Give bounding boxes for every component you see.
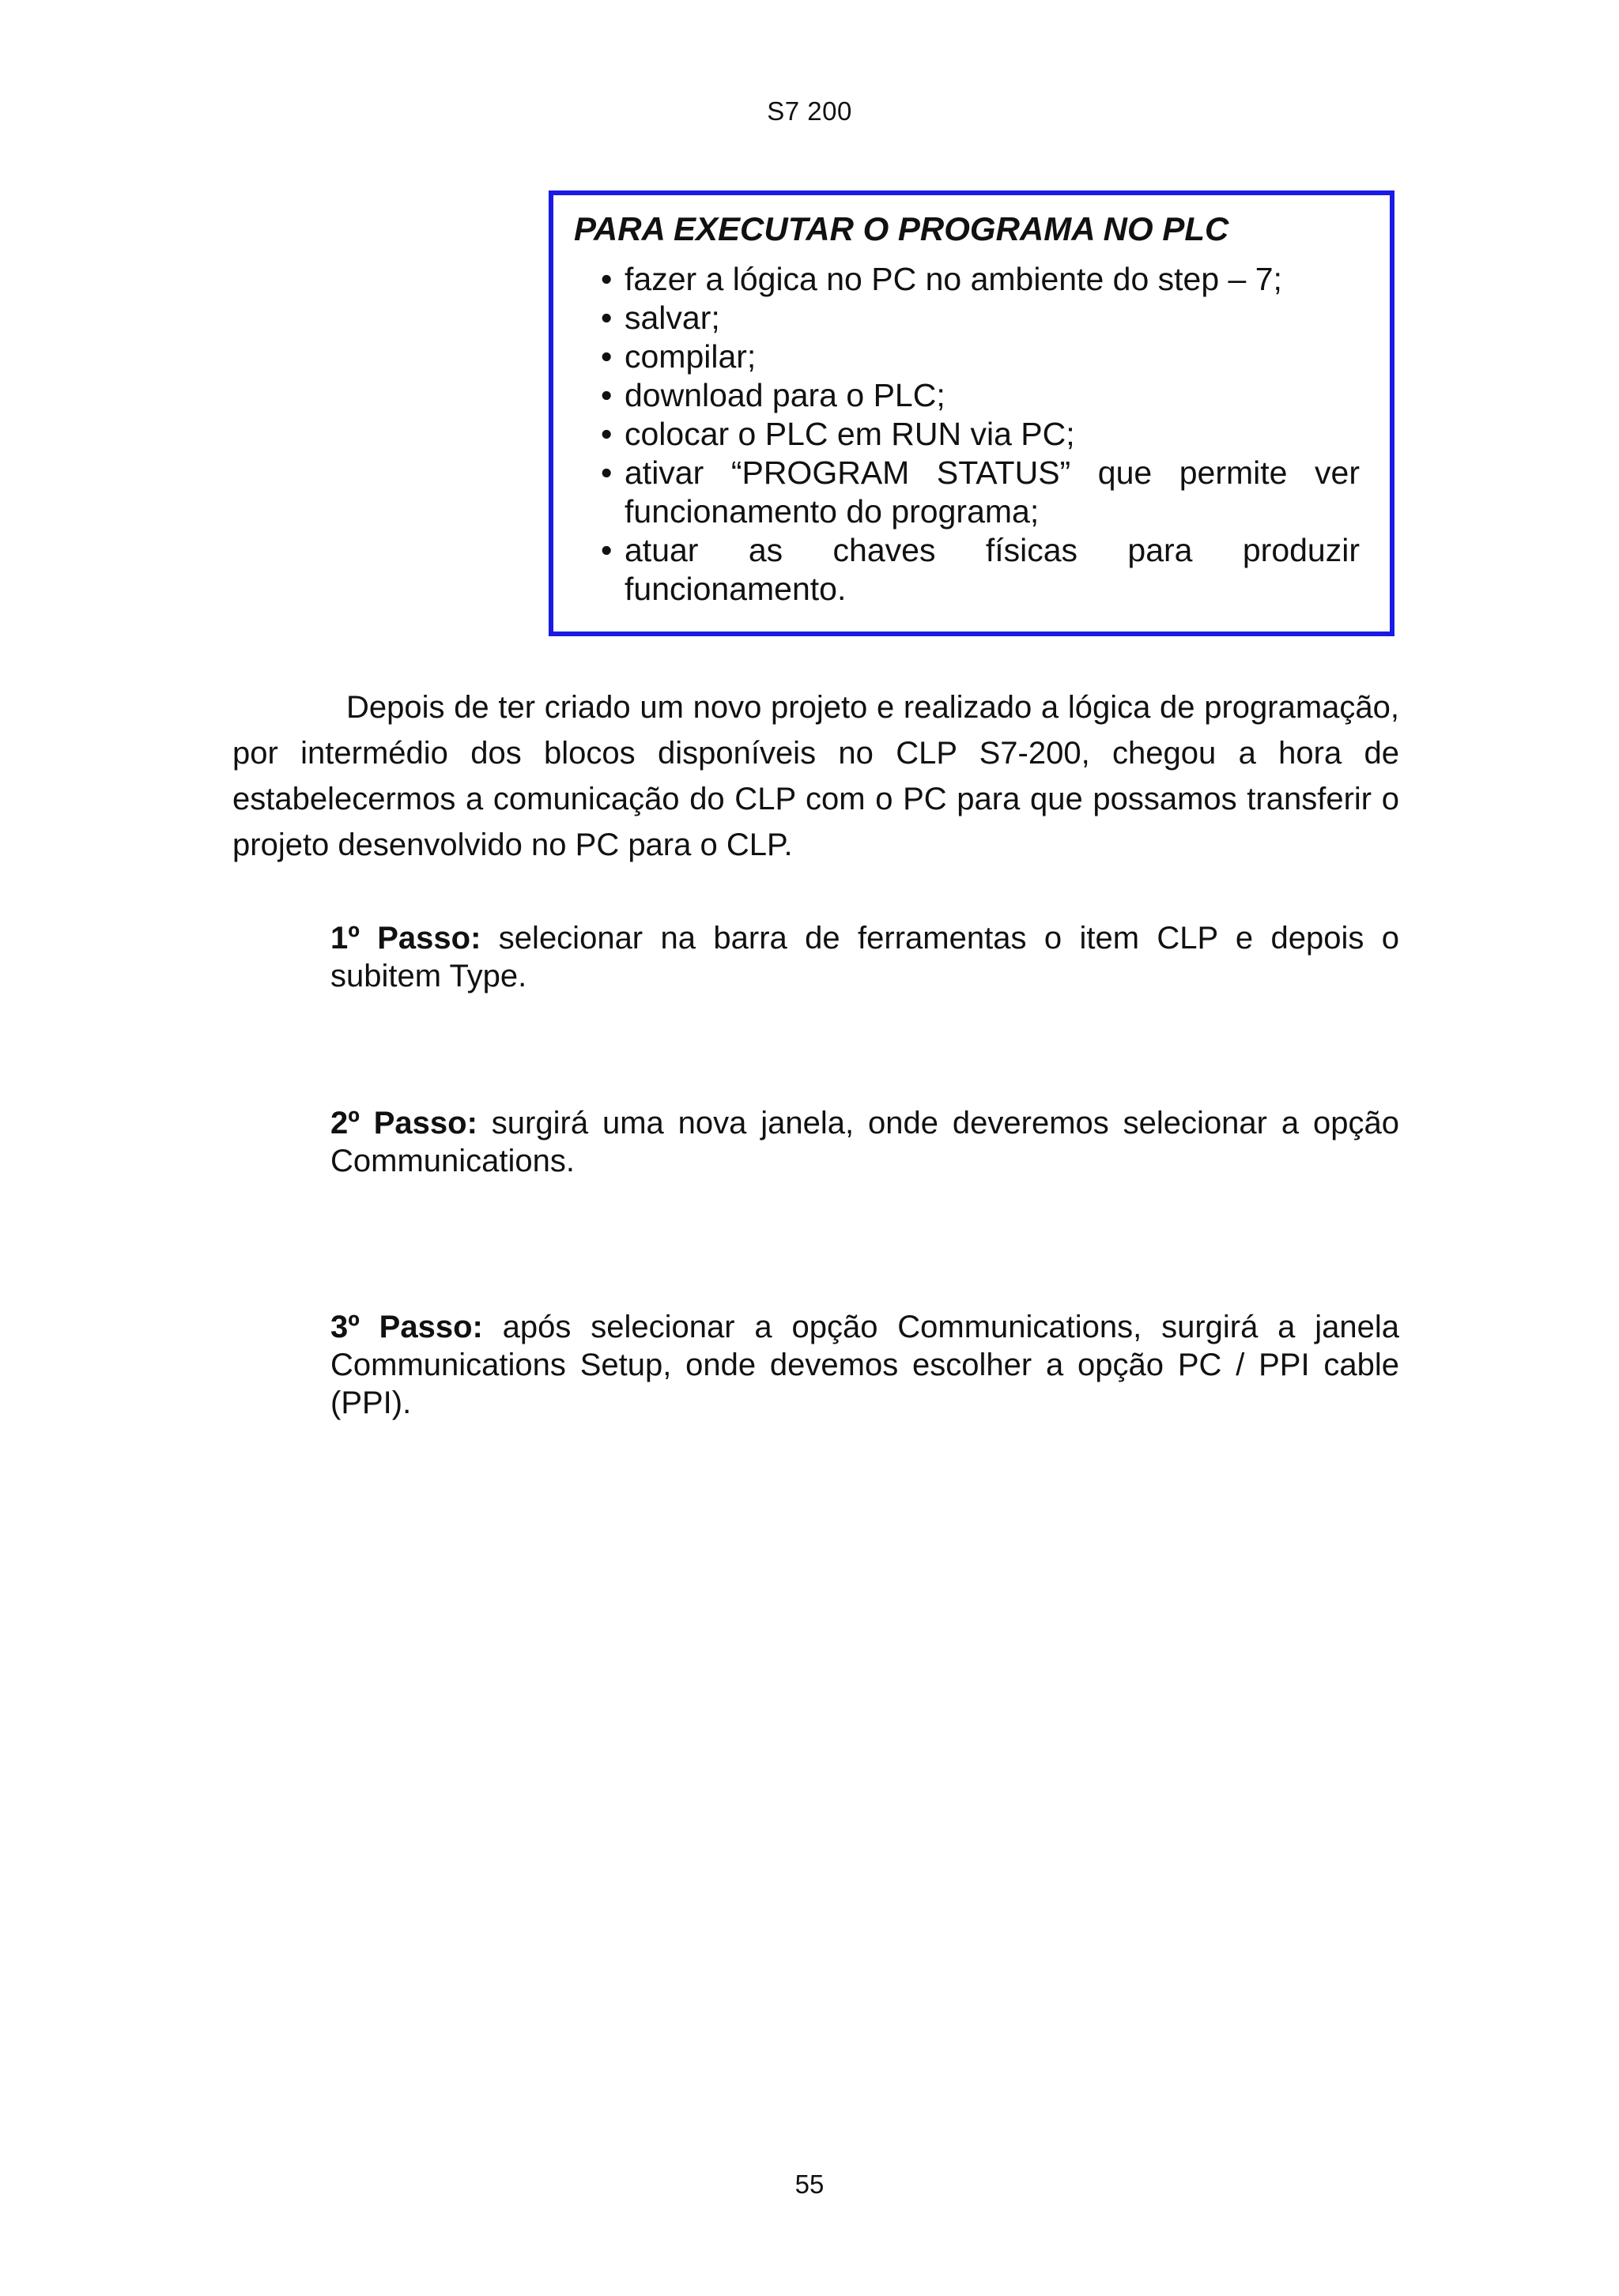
step-2	[330, 1104, 1399, 1180]
instructions-list	[574, 260, 1360, 609]
page-number: 55	[794, 2170, 825, 2199]
step-3-text: após selecionar a opção Communications, surgirá a janela Communications Setup, onde devemos escolher a opção PC / PPI cable (PPI).	[330, 1310, 1399, 1420]
step-1-label: 1º Passo:	[330, 921, 481, 956]
bullet-icon: •	[601, 261, 613, 297]
instruction-item: • compilar;	[601, 338, 757, 375]
step-3	[330, 1308, 1399, 1422]
instruction-item: • colocar o PLC em RUN via PC;	[601, 416, 1075, 452]
step-1-text: selecionar na barra de ferramentas o item CLP e depois o subitem Type.	[330, 921, 1400, 993]
intro-paragraph	[232, 684, 1399, 868]
bullet-icon: •	[601, 377, 613, 413]
bullet-icon: •	[601, 338, 613, 375]
step-3-label: 3º Passo:	[330, 1310, 483, 1344]
step-2-text: surgirá uma nova janela, onde deveremos selecionar a opção Communications.	[330, 1106, 1399, 1178]
instructions-box-title: PARA EXECUTAR O PROGRAMA NO PLC	[574, 210, 1229, 247]
step-1	[330, 919, 1399, 995]
step-2-label: 2º Passo:	[330, 1106, 477, 1140]
page-header: S7 200	[767, 96, 852, 126]
instruction-item: • fazer a lógica no PC no ambiente do step – 7;	[601, 261, 1282, 297]
bullet-icon: •	[601, 300, 613, 336]
instruction-item: • download para o PLC;	[601, 377, 945, 413]
intro-text: Depois de ter criado um novo projeto e realizado a lógica de programação, por intermédio dos blocos disponíveis no CLP S7-200, chegou a hora de estabelecermos a comunicação do CLP com o PC para que possamos transferir o projeto desenvolvido no PC para o CLP.	[232, 690, 1399, 862]
instruction-item: • atuar as chaves físicas para produzir funcionamento.	[601, 532, 1360, 607]
bullet-icon: •	[601, 416, 613, 452]
instruction-item: • salvar;	[601, 300, 720, 336]
bullet-icon: •	[601, 454, 613, 491]
instructions-box	[549, 190, 1394, 636]
instruction-item: • ativar “PROGRAM STATUS” que permite ver funcionamento do programa;	[601, 454, 1360, 530]
bullet-icon: •	[601, 532, 613, 568]
